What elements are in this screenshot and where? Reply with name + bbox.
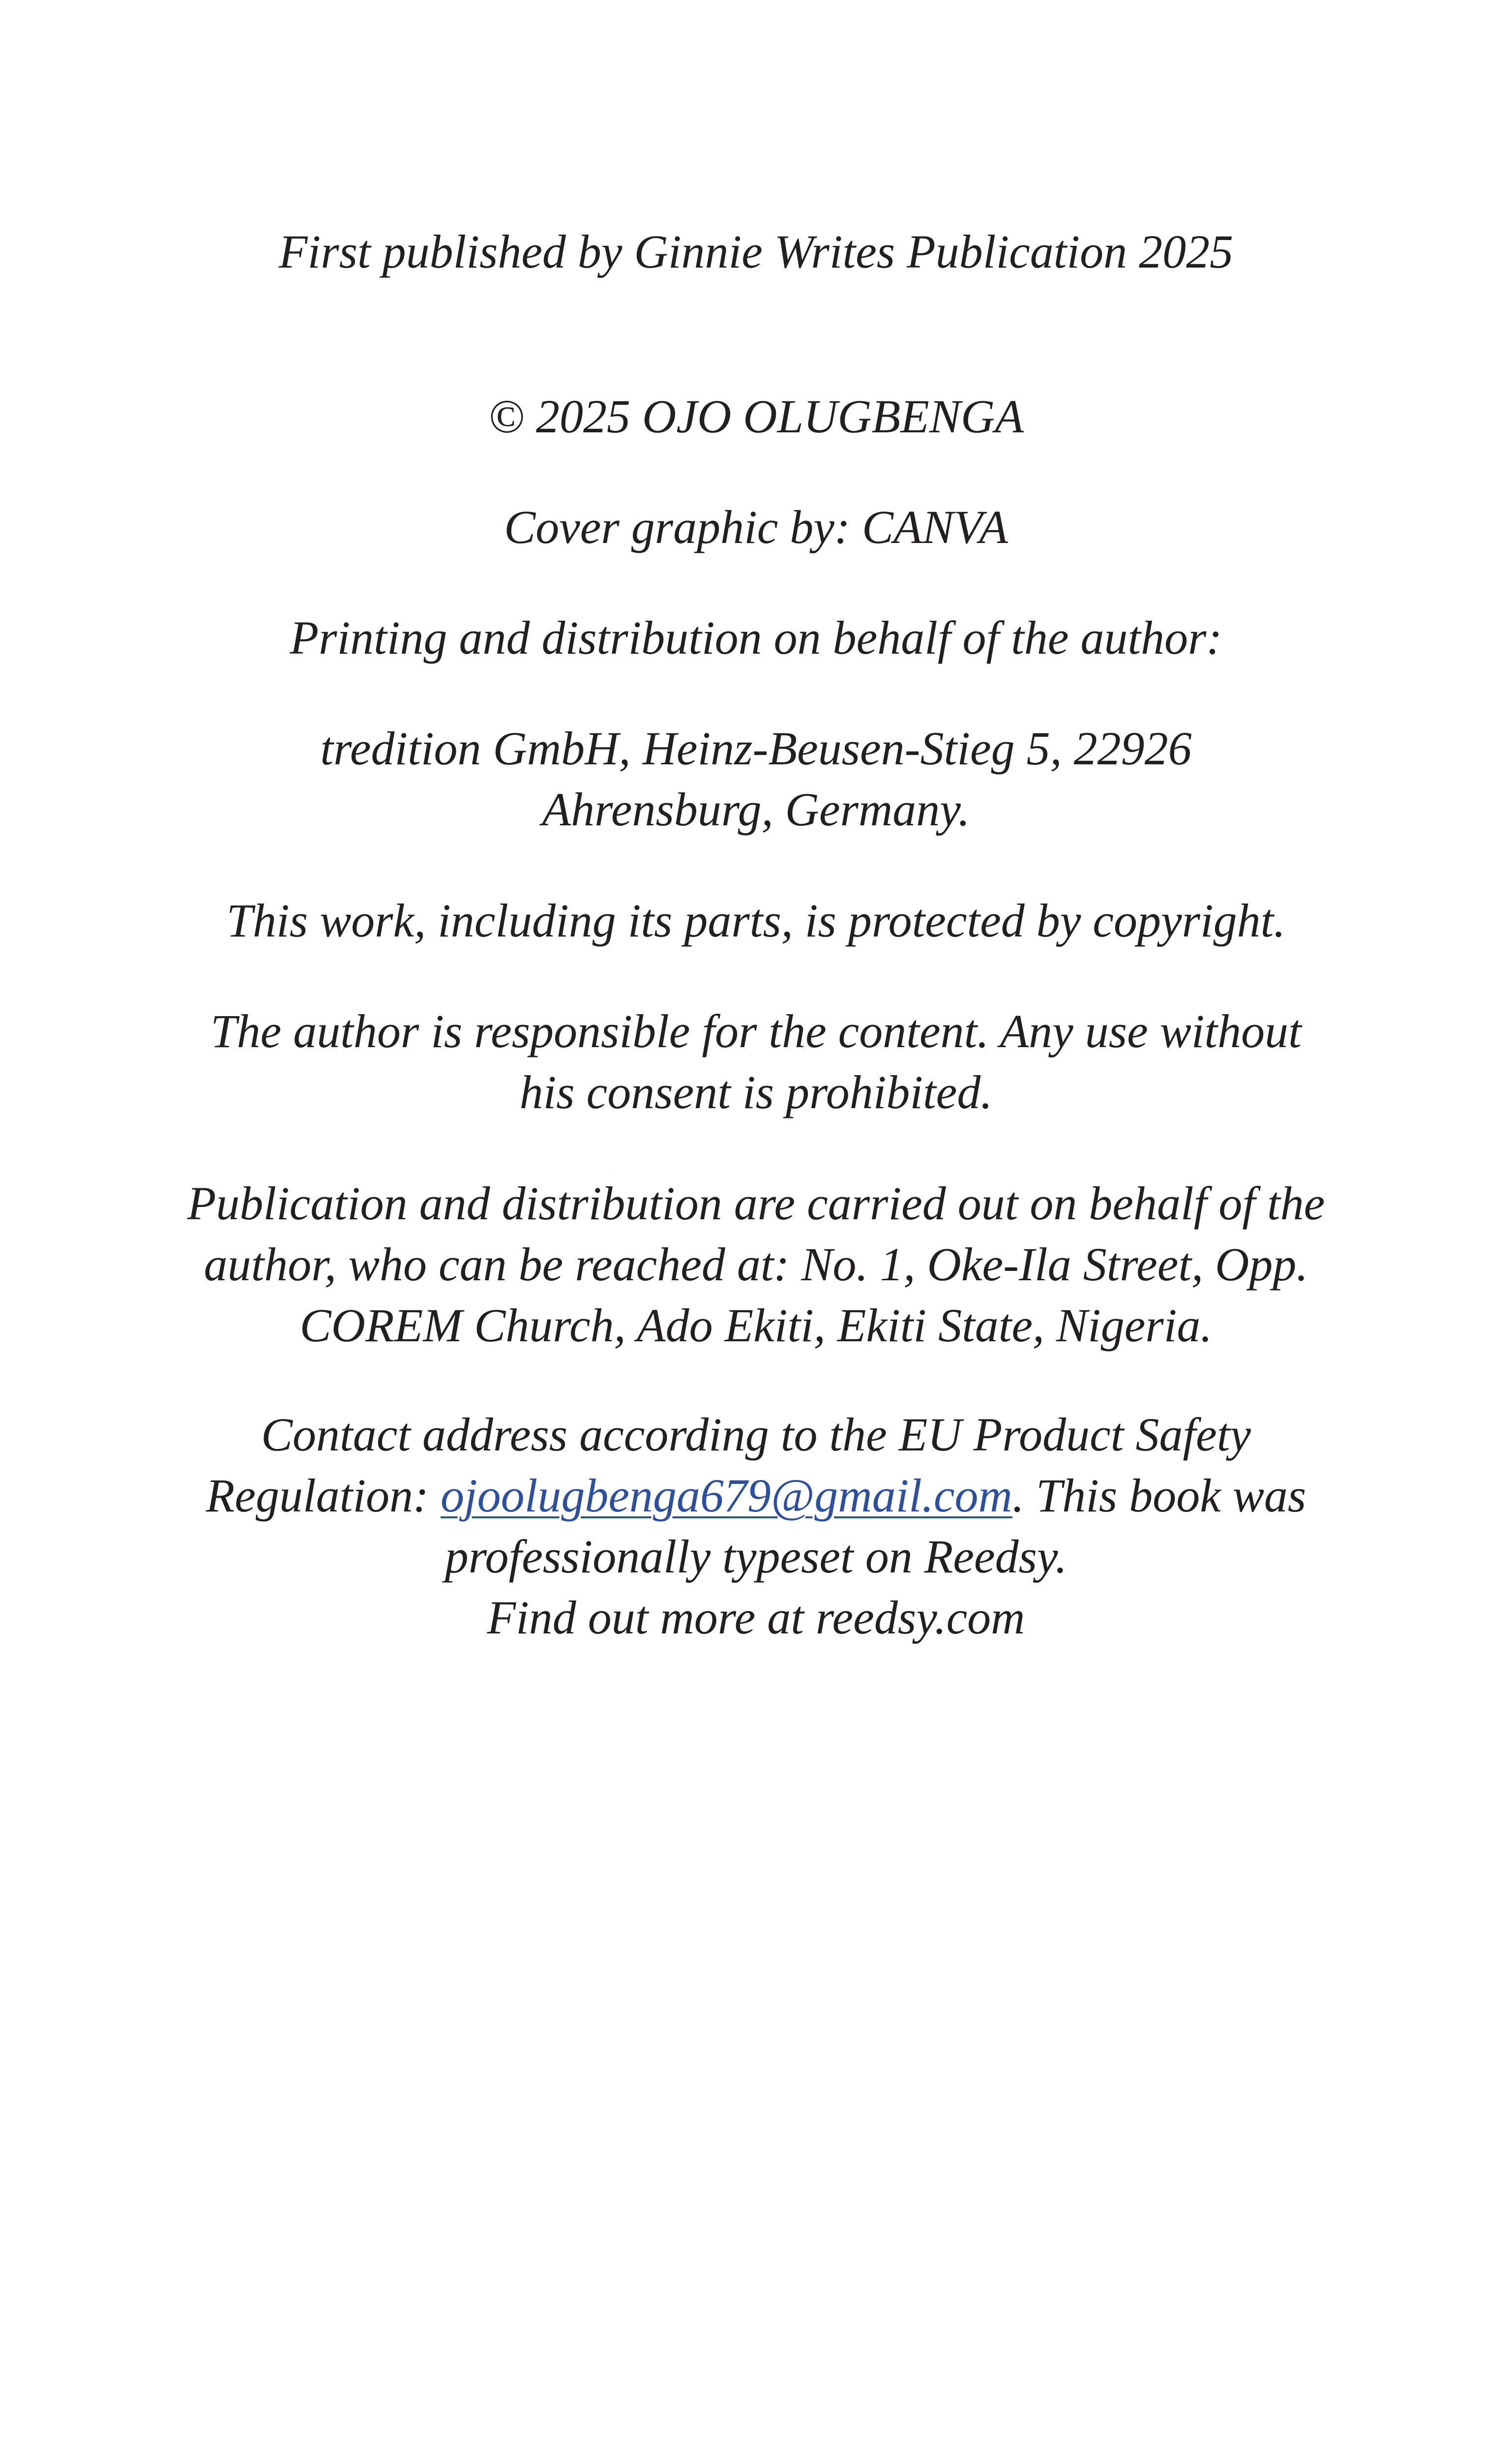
publication-contact-line-2: author, who can be reached at: No. 1, Oke-Ila Street, Opp.	[204, 1238, 1308, 1291]
publisher-address-line-1: tredition GmbH, Heinz-Beusen-Stieg 5, 22926	[320, 722, 1192, 775]
copyright-notice	[148, 386, 1364, 447]
responsibility-line-1: The author is responsible for the content. Any use without	[210, 1005, 1302, 1057]
cover-graphic-credit	[148, 497, 1364, 558]
publisher-address	[148, 718, 1364, 840]
responsibility-notice	[148, 1001, 1364, 1123]
printing-distribution	[148, 607, 1364, 668]
first-published-text: First published by Ginnie Writes Publication 2025	[278, 225, 1234, 278]
email-link[interactable]: ojoolugbenga679@gmail.com	[440, 1469, 1012, 1522]
eu-contact-line-3: professionally typeset on Reedsy.	[445, 1530, 1067, 1583]
responsibility-line-2: his consent is prohibited.	[519, 1066, 993, 1118]
eu-contact-prefix: Regulation:	[206, 1469, 441, 1522]
eu-contact-line-1: Contact address according to the EU Product Safety	[261, 1408, 1251, 1461]
copyright-notice-text: © 2025 OJO OLUGBENGA	[488, 390, 1024, 443]
eu-contact-line-4: Find out more at reedsy.com	[487, 1591, 1025, 1644]
first-published-line	[148, 221, 1364, 282]
eu-contact-suffix: . This book was	[1012, 1469, 1306, 1522]
printing-distribution-text: Printing and distribution on behalf of the author:	[290, 611, 1222, 664]
cover-graphic-text: Cover graphic by: CANVA	[504, 501, 1008, 553]
eu-contact	[148, 1404, 1364, 1648]
protection-notice	[148, 890, 1364, 951]
publication-contact-line-1: Publication and distribution are carried out on behalf of the	[187, 1177, 1325, 1230]
publisher-address-line-2: Ahrensburg, Germany.	[542, 783, 970, 836]
eu-contact-line-2	[148, 1465, 1364, 1526]
publication-contact	[148, 1173, 1364, 1356]
protection-notice-text: This work, including its parts, is protected by copyright.	[226, 894, 1286, 947]
publication-contact-line-3: COREM Church, Ado Ekiti, Ekiti State, Nigeria.	[299, 1299, 1213, 1352]
